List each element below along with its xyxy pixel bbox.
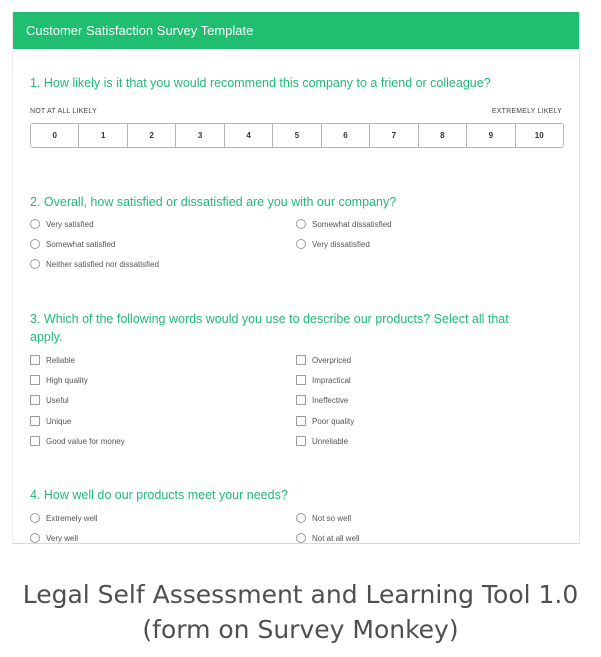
survey-frame bbox=[12, 12, 580, 544]
checkbox[interactable] bbox=[30, 355, 40, 365]
option-label: Very dissatisfied bbox=[312, 239, 370, 249]
q3-option-overpriced[interactable] bbox=[296, 354, 351, 366]
q3-option-high-quality[interactable] bbox=[30, 374, 88, 386]
checkbox[interactable] bbox=[296, 436, 306, 446]
nps-option-0[interactable]: 0 bbox=[31, 124, 79, 147]
q3-option-impractical[interactable] bbox=[296, 374, 351, 386]
radio-button[interactable] bbox=[296, 219, 306, 229]
q2-option-very-dissatisfied[interactable] bbox=[296, 238, 370, 250]
question-4-title: 4. How well do our products meet your needs? bbox=[30, 488, 288, 502]
radio-button[interactable] bbox=[30, 513, 40, 523]
q2-option-neither[interactable] bbox=[30, 258, 159, 270]
nps-option-3[interactable]: 3 bbox=[176, 124, 224, 147]
checkbox[interactable] bbox=[30, 375, 40, 385]
option-label: Unreliable bbox=[312, 436, 349, 446]
q2-option-somewhat-satisfied[interactable] bbox=[30, 238, 115, 250]
checkbox[interactable] bbox=[296, 416, 306, 426]
caption-line-1: Legal Self Assessment and Learning Tool 1.0 bbox=[22, 580, 579, 609]
q3-option-reliable[interactable] bbox=[30, 354, 75, 366]
checkbox[interactable] bbox=[30, 416, 40, 426]
checkbox[interactable] bbox=[296, 375, 306, 385]
checkbox[interactable] bbox=[296, 395, 306, 405]
nps-option-10[interactable]: 10 bbox=[516, 124, 563, 147]
nps-option-1[interactable]: 1 bbox=[79, 124, 127, 147]
q2-option-somewhat-dissatisfied[interactable] bbox=[296, 218, 392, 230]
q3-option-useful[interactable] bbox=[30, 394, 69, 406]
q3-option-ineffective[interactable] bbox=[296, 394, 348, 406]
option-label: High quality bbox=[46, 375, 88, 385]
option-label: Not at all well bbox=[312, 533, 360, 543]
option-label: Ineffective bbox=[312, 395, 349, 405]
caption-line-2: (form on Survey Monkey) bbox=[142, 615, 459, 644]
q3-option-good-value[interactable] bbox=[30, 435, 125, 447]
q3-option-unique[interactable] bbox=[30, 415, 71, 427]
nps-option-2[interactable]: 2 bbox=[128, 124, 176, 147]
option-label: Reliable bbox=[46, 355, 75, 365]
q4-option-not-at-all-well[interactable] bbox=[296, 532, 360, 544]
nps-option-6[interactable]: 6 bbox=[322, 124, 370, 147]
checkbox[interactable] bbox=[296, 355, 306, 365]
frame-edge bbox=[12, 12, 13, 544]
nps-option-8[interactable]: 8 bbox=[419, 124, 467, 147]
q3-option-poor-quality[interactable] bbox=[296, 415, 354, 427]
nps-option-7[interactable]: 7 bbox=[370, 124, 418, 147]
option-label: Unique bbox=[46, 416, 72, 426]
q2-option-very-satisfied[interactable] bbox=[30, 218, 94, 230]
scale-low-label: NOT AT ALL LIKELY bbox=[30, 108, 97, 115]
question-3-title-cont: apply. bbox=[30, 330, 63, 344]
option-label: Somewhat satisfied bbox=[46, 239, 116, 249]
option-label: Very well bbox=[46, 533, 79, 543]
radio-button[interactable] bbox=[30, 239, 40, 249]
option-label: Good value for money bbox=[46, 436, 125, 446]
q4-option-not-so-well[interactable] bbox=[296, 512, 351, 524]
radio-button[interactable] bbox=[296, 239, 306, 249]
radio-button[interactable] bbox=[30, 533, 40, 543]
option-label: Not so well bbox=[312, 513, 352, 523]
option-label: Useful bbox=[46, 395, 69, 405]
survey-title: Customer Satisfaction Survey Template bbox=[26, 23, 254, 38]
q4-option-extremely-well[interactable] bbox=[30, 512, 98, 524]
radio-button[interactable] bbox=[296, 513, 306, 523]
nps-scale bbox=[30, 123, 564, 148]
nps-option-4[interactable]: 4 bbox=[225, 124, 273, 147]
question-1-title: 1. How likely is it that you would recommend this company to a friend or colleague? bbox=[30, 76, 491, 90]
q3-option-unreliable[interactable] bbox=[296, 435, 348, 447]
question-2-title: 2. Overall, how satisfied or dissatisfied are you with our company? bbox=[30, 195, 397, 209]
question-3-title: 3. Which of the following words would you use to describe our products? Select all that bbox=[30, 312, 509, 326]
checkbox[interactable] bbox=[30, 395, 40, 405]
option-label: Poor quality bbox=[312, 416, 355, 426]
nps-option-5[interactable]: 5 bbox=[273, 124, 321, 147]
radio-button[interactable] bbox=[30, 219, 40, 229]
q4-option-very-well[interactable] bbox=[30, 532, 78, 544]
scale-high-label: EXTREMELY LIKELY bbox=[491, 108, 562, 115]
radio-button[interactable] bbox=[296, 533, 306, 543]
option-label: Overpriced bbox=[312, 355, 352, 365]
option-label: Extremely well bbox=[46, 513, 98, 523]
checkbox[interactable] bbox=[30, 436, 40, 446]
survey-header bbox=[12, 12, 579, 49]
option-label: Impractical bbox=[312, 375, 351, 385]
option-label: Very satisfied bbox=[46, 219, 94, 229]
radio-button[interactable] bbox=[30, 259, 40, 269]
option-label: Neither satisfied nor dissatisfied bbox=[46, 259, 159, 269]
option-label: Somewhat dissatisfied bbox=[312, 219, 392, 229]
nps-option-9[interactable]: 9 bbox=[467, 124, 515, 147]
